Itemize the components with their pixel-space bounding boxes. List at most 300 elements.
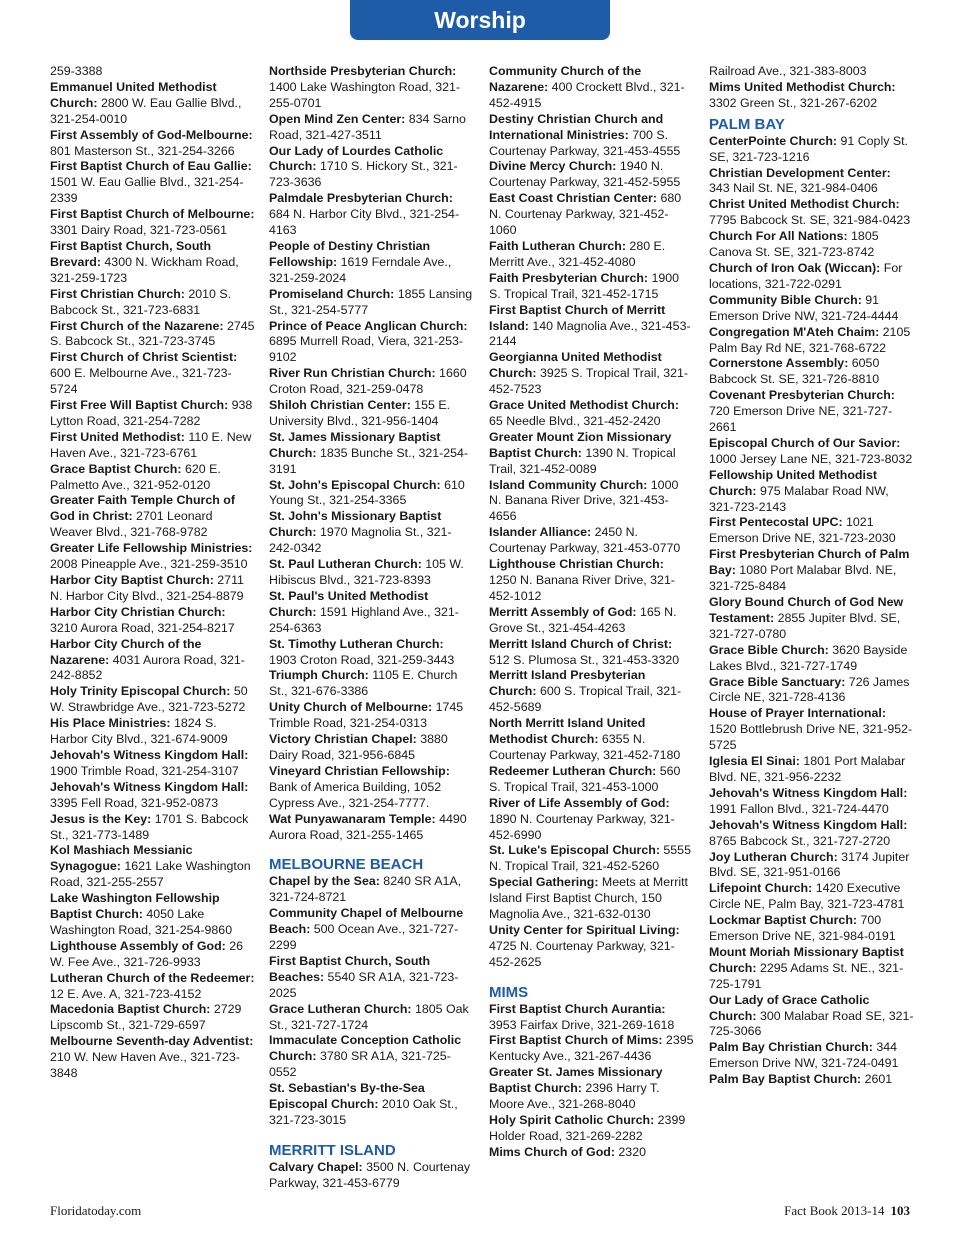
church-name: Shiloh Christian Center: [269, 398, 411, 413]
directory-entry [709, 261, 914, 293]
church-name: House of Prayer International: [709, 706, 886, 721]
church-name: Faith Lutheran Church: [489, 238, 626, 253]
church-name: St. John's Missionary Baptist Church: [269, 509, 442, 540]
directory-entry [709, 388, 914, 436]
church-details: 4300 N. Wickham Road, 321-259-1723 [50, 254, 239, 285]
church-name: Northside Presbyterian Church: [269, 64, 457, 78]
church-name: First Free Will Baptist Church: [50, 398, 229, 413]
directory-entry [50, 780, 255, 812]
church-details: 3302 Green St., 321-267-6202 [709, 95, 878, 110]
directory-entry [709, 850, 914, 882]
church-name: Joy Lutheran Church: [709, 849, 838, 864]
directory-entry [489, 1145, 694, 1161]
church-details: 975 Malabar Road NW, 321-723-2143 [709, 483, 889, 514]
church-name: Grace United Methodist Church: [489, 398, 680, 413]
church-details: 3174 Jupiter Blvd. SE, 321-951-0166 [709, 849, 910, 880]
church-name: River of Life Assembly of God: [489, 795, 670, 810]
church-details: 2320 [614, 1144, 646, 1159]
directory-entry [709, 229, 914, 261]
directory-columns [50, 64, 914, 1199]
church-name: Mount Moriah Missionary Baptist Church: [709, 944, 904, 975]
church-name: Emmanuel United Methodist Church: [50, 79, 217, 110]
church-details: 5540 SR A1A, 321-723-2025 [269, 969, 459, 1000]
church-details: 4490 Aurora Road, 321-255-1465 [269, 811, 467, 842]
church-details: 140 Magnolia Ave., 321-453-2144 [489, 318, 691, 349]
church-details: 1400 Lake Washington Road, 321-255-0701 [269, 79, 461, 110]
directory-entry [489, 271, 694, 303]
church-details: 1520 Bottlebrush Drive NE, 321-952-5725 [709, 722, 913, 753]
directory-entry [50, 812, 255, 844]
church-name: People of Destiny Christian Fellowship: [269, 238, 431, 269]
church-details: 834 Sarno Road, 321-427-3511 [269, 111, 466, 142]
church-details: 344 Emerson Drive NW, 321-724-0491 [709, 1040, 899, 1071]
church-name: St. James Missionary Baptist Church: [269, 429, 441, 460]
directory-entry [269, 64, 474, 112]
directory-entry [709, 818, 914, 850]
church-name: Destiny Christian Church and International Ministries: [489, 111, 664, 142]
church-name: Cornerstone Assembly: [709, 356, 849, 371]
directory-entry [489, 923, 694, 971]
church-name: Palm Bay Christian Church: [709, 1040, 873, 1055]
directory-entry [50, 891, 255, 939]
church-details: 1080 Port Malabar Blvd. NE, 321-725-8484 [709, 563, 897, 594]
church-details: 610 Young St., 321-254-3365 [269, 477, 465, 508]
church-name: Georgianna United Methodist Church: [489, 350, 662, 381]
church-details: 6050 Babcock St. SE, 321-726-8810 [709, 356, 880, 387]
church-name: Merritt Island Presbyterian Church: [489, 668, 646, 699]
church-details: For locations, 321-722-0291 [709, 260, 903, 291]
church-name: Macedonia Baptist Church: [50, 1002, 211, 1017]
directory-entry [269, 668, 474, 700]
church-details: 3210 Aurora Road, 321-254-8217 [50, 620, 235, 635]
church-details: 801 Masterson St., 321-254-3266 [50, 143, 235, 158]
directory-entry [709, 754, 914, 786]
directory-entry [489, 64, 694, 112]
directory-entry [269, 874, 474, 906]
directory-entry [489, 1002, 694, 1034]
section-heading-mims: MIMS [489, 983, 529, 1001]
church-name: Greater Faith Temple Church of God in Christ: [50, 493, 235, 524]
directory-entry [709, 786, 914, 818]
church-details: 300 Malabar Road SE, 321-725-3066 [709, 1008, 914, 1039]
directory-entry [50, 128, 255, 160]
column-2-list-2 [269, 874, 474, 1129]
directory-entry [50, 462, 255, 494]
church-details: 3500 N. Courtenay Parkway, 321-453-6779 [269, 1159, 471, 1190]
directory-entry [269, 812, 474, 844]
church-name: Lutheran Church of the Redeemer: [50, 970, 255, 985]
church-details: 1801 Port Malabar Blvd. NE, 321-956-2232 [709, 754, 906, 784]
church-details: 155 E. University Blvd., 321-956-1404 [269, 398, 451, 428]
directory-entry [709, 1072, 914, 1088]
church-details: 6895 Murrell Road, Viera, 321-253-9102 [269, 334, 464, 365]
church-name: First Christian Church: [50, 286, 185, 301]
church-name: Church of Iron Oak (Wiccan): [709, 260, 881, 275]
church-details: 12 E. Ave. A, 321-723-4152 [50, 986, 202, 1001]
church-name: Grace Baptist Church: [50, 461, 182, 476]
church-details: 600 E. Melbourne Ave., 321-723-5724 [50, 366, 232, 397]
church-name: First Baptist Church of Melbourne: [50, 207, 255, 222]
church-name: Holy Spirit Catholic Church: [489, 1113, 655, 1127]
church-details: 280 E. Merritt Ave., 321-452-4080 [489, 238, 666, 269]
church-details: 91 Coply St. SE, 321-723-1216 [709, 133, 908, 164]
church-name: First United Methodist: [50, 429, 185, 444]
church-name: Our Lady of Grace Catholic Church: [709, 992, 870, 1023]
church-name: St. Timothy Lutheran Church: [269, 636, 444, 651]
church-name: St. Luke's Episcopal Church: [489, 843, 660, 858]
church-details: 2396 Harry T. Moore Ave., 321-268-8040 [489, 1081, 660, 1112]
directory-entry [489, 478, 694, 526]
church-name: Harbor City Christian Church: [50, 604, 226, 619]
church-name: Special Gathering: [489, 875, 599, 890]
column-4-list [709, 64, 914, 112]
church-name: Island Community Church: [489, 477, 648, 492]
church-details: 1501 W. Eau Gallie Blvd., 321-254-2339 [50, 175, 244, 206]
directory-entry [269, 430, 474, 478]
church-name: Congregation M'Ateh Chaim: [709, 324, 880, 339]
directory-entry [709, 197, 914, 229]
church-name: Palmdale Presbyterian Church: [269, 191, 453, 206]
directory-entry [269, 1160, 474, 1192]
church-details: 3880 Dairy Road, 321-956-6845 [269, 732, 448, 762]
column-3-list-2 [489, 1002, 694, 1161]
church-name: Promiseland Church: [269, 286, 395, 301]
church-name: Lake Washington Fellowship Baptist Church: [50, 891, 220, 922]
column-2 [269, 64, 474, 1192]
directory-entry [50, 239, 255, 287]
church-details: 210 W. New Haven Ave., 321-723-3848 [50, 1050, 240, 1081]
directory-entry [269, 700, 474, 732]
church-details: 4725 N. Courtenay Parkway, 321-452-2625 [489, 938, 675, 969]
church-name: Covenant Presbyterian Church: [709, 388, 895, 403]
directory-entry [489, 430, 694, 478]
directory-entry [50, 573, 255, 605]
church-name: Unity Church of Melbourne: [269, 700, 433, 715]
directory-entry [709, 325, 914, 357]
church-name: Palm Bay Baptist Church: [709, 1072, 862, 1087]
church-name: East Coast Christian Center: [489, 191, 657, 206]
church-name: First Baptist Church of Eau Gallie: [50, 159, 252, 174]
column-4-list-2 [709, 134, 914, 1088]
footer-site [50, 1203, 141, 1219]
church-name: Mims Church of God: [489, 1144, 615, 1159]
church-details: 1591 Highland Ave., 321-254-6363 [269, 604, 459, 635]
church-details: 1940 N. Courtenay Parkway, 321-452-5955 [489, 159, 681, 190]
church-details: Bank of America Building, 1052 Cypress Ave., 321-254-7777. [269, 779, 442, 810]
church-details: 5555 N. Tropical Trail, 321-452-5260 [489, 843, 691, 874]
directory-entry [50, 684, 255, 716]
directory-entry [50, 1034, 255, 1082]
church-name: Lockmar Baptist Church: [709, 913, 858, 928]
church-name: Jehovah's Witness Kingdom Hall: [709, 785, 908, 800]
directory-entry [269, 1033, 474, 1081]
church-name: Community Chapel of Melbourne Beach: [269, 906, 464, 937]
directory-entry [50, 80, 255, 128]
church-name: Islander Alliance: [489, 525, 592, 540]
directory-entry [269, 398, 474, 430]
directory-entry [269, 191, 474, 239]
church-name: Jehovah's Witness Kingdom Hall: [709, 817, 908, 832]
directory-entry [50, 159, 255, 207]
directory-entry [50, 1002, 255, 1034]
church-name: Harbor City Church of the Nazarene: [50, 636, 202, 667]
church-details: 105 W. Hibiscus Blvd., 321-723-8393 [269, 557, 464, 587]
directory-entry [50, 939, 255, 971]
directory-entry [50, 350, 255, 398]
directory-entry [269, 287, 474, 319]
directory-entry [489, 637, 694, 669]
church-details: 1000 N. Banana River Drive, 321-453-4656 [489, 477, 679, 524]
church-details: 1835 Bunche St., 321-254-3191 [269, 445, 469, 476]
directory-entry [269, 906, 474, 954]
church-details: 3780 SR A1A, 321-725-0552 [269, 1049, 451, 1080]
page-number: 103 [890, 1203, 910, 1218]
church-name: Immaculate Conception Catholic Church: [269, 1033, 462, 1064]
church-name: Chapel by the Sea: [269, 874, 380, 889]
directory-entry [269, 112, 474, 144]
church-details: 1805 Canova St. SE, 321-723-8742 [709, 229, 879, 260]
directory-entry [50, 430, 255, 462]
directory-entry [50, 748, 255, 780]
directory-entry [709, 468, 914, 516]
column-2-list-3 [269, 1160, 474, 1192]
church-details: 6355 N. Courtenay Parkway, 321-452-7180 [489, 732, 681, 762]
church-name: Lighthouse Assembly of God: [50, 938, 226, 953]
church-name: Jehovah's Witness Kingdom Hall: [50, 747, 249, 762]
church-details: 2399 Holder Road, 321-269-2282 [489, 1113, 686, 1143]
directory-entry [709, 547, 914, 595]
church-name: Triumph Church: [269, 668, 369, 683]
church-details: 726 James Circle NE, 321-728-4136 [709, 674, 910, 705]
directory-entry [269, 1081, 474, 1129]
church-details: 3953 Fairfax Drive, 321-269-1618 [489, 1017, 675, 1032]
church-details: 1660 Croton Road, 321-259-0478 [269, 366, 467, 397]
church-details: 1105 E. Church St., 321-676-3386 [269, 668, 458, 699]
church-details: 720 Emerson Drive NE, 321-727-2661 [709, 404, 893, 435]
directory-entry [489, 796, 694, 844]
church-details: 2701 Leonard Weaver Blvd., 321-768-9782 [50, 509, 213, 540]
directory-entry [489, 303, 694, 351]
directory-entry [709, 706, 914, 754]
directory-entry [709, 80, 914, 112]
column-2-list [269, 64, 474, 843]
church-name: St. Paul Lutheran Church: [269, 557, 422, 572]
directory-entry [709, 515, 914, 547]
directory-entry [50, 398, 255, 430]
church-details: 4050 Lake Washington Road, 321-254-9860 [50, 907, 233, 937]
directory-entry [489, 716, 694, 764]
footer-folio [784, 1203, 910, 1219]
church-details: 500 Ocean Ave., 321-727-2299 [269, 922, 459, 953]
church-name: North Merritt Island United Methodist Church: [489, 716, 646, 747]
church-name: Jehovah's Witness Kingdom Hall: [50, 779, 249, 794]
column-4 [709, 64, 914, 1088]
directory-entry [489, 398, 694, 430]
directory-entry [489, 557, 694, 605]
church-details: 1805 Oak St., 321-727-1724 [269, 1001, 469, 1032]
column-3-list [489, 64, 694, 971]
church-name: Community Bible Church: [709, 292, 862, 307]
directory-entry [269, 954, 474, 1002]
directory-entry [50, 493, 255, 541]
church-details: 2105 Palm Bay Rd NE, 321-768-6722 [709, 324, 911, 355]
church-name: His Place Ministries: [50, 716, 171, 731]
church-details: 165 N. Grove St., 321-454-4263 [489, 604, 677, 635]
church-details: 1420 Executive Circle NE, Palm Bay, 321-723-4781 [709, 881, 905, 912]
directory-entry [489, 605, 694, 637]
church-name: Church For All Nations: [709, 229, 848, 244]
church-name: Iglesia El Sinai: [709, 754, 800, 769]
footer-book-title: Fact Book 2013-14 [784, 1203, 885, 1218]
directory-entry [489, 875, 694, 923]
church-details: 684 N. Harbor City Blvd., 321-254-4163 [269, 207, 460, 238]
church-details: 1903 Croton Road, 321-259-3443 [269, 652, 455, 667]
church-name: Wat Punyawanaram Temple: [269, 811, 436, 826]
directory-entry [709, 1040, 914, 1072]
directory-entry [489, 1113, 694, 1145]
directory-entry [269, 764, 474, 812]
church-name: Christ United Methodist Church: [709, 197, 900, 212]
church-details: 1970 Magnolia St., 321-242-0342 [269, 525, 452, 556]
church-details: 26 W. Fee Ave., 321-726-9933 [50, 938, 244, 969]
church-details: Meets at Merritt Island First Baptist Church, 150 Magnolia Ave., 321-632-0130 [489, 875, 688, 922]
church-name: First Baptist Church of Merritt Island: [489, 302, 666, 333]
church-details: 2010 S. Babcock St., 321-723-6831 [50, 286, 232, 317]
directory-entry [709, 166, 914, 198]
directory-entry [489, 1065, 694, 1113]
church-details: 343 Nail St. NE, 321-984-0406 [709, 181, 878, 196]
church-details: 3301 Dairy Road, 321-723-0561 [50, 223, 228, 238]
directory-entry [50, 319, 255, 351]
church-name: Grace Lutheran Church: [269, 1001, 412, 1016]
church-details: 2800 W. Eau Gallie Blvd., 321-254-0010 [50, 95, 242, 126]
church-name: Prince of Peace Anglican Church: [269, 318, 468, 333]
directory-entry [269, 1002, 474, 1034]
directory-entry [50, 64, 255, 80]
church-name: First Baptist Church of Mims: [489, 1033, 663, 1048]
directory-entry [50, 541, 255, 573]
church-name: St. John's Episcopal Church: [269, 477, 441, 492]
church-details: 620 E. Palmetto Ave., 321-952-0120 [50, 461, 221, 492]
church-details: 3395 Fell Road, 321-952-0873 [50, 795, 219, 810]
church-name: Greater Life Fellowship Ministries: [50, 541, 253, 556]
church-name: Holy Trinity Episcopal Church: [50, 684, 231, 699]
church-details: 1745 Trimble Road, 321-254-0313 [269, 700, 464, 731]
directory-entry [489, 239, 694, 271]
section-header-tab [350, 0, 610, 40]
directory-entry [489, 1033, 694, 1065]
church-details: 2450 N. Courtenay Parkway, 321-453-0770 [489, 525, 681, 556]
church-details: 8240 SR A1A, 321-724-8721 [269, 874, 462, 905]
church-name: Divine Mercy Church: [489, 159, 617, 174]
church-details: 8765 Babcock St., 321-727-2720 [709, 833, 891, 848]
directory-entry [489, 668, 694, 716]
church-name: Grace Bible Church: [709, 642, 829, 657]
church-name: Greater Mount Zion Missionary Baptist Church: [489, 429, 672, 460]
church-name: Merritt Assembly of God: [489, 604, 637, 619]
church-name: Redeemer Lutheran Church: [489, 763, 657, 778]
directory-entry [709, 881, 914, 913]
directory-entry [709, 993, 914, 1041]
church-name: Lifepoint Church: [709, 881, 813, 896]
directory-entry [489, 350, 694, 398]
church-name: River Run Christian Church: [269, 366, 436, 381]
church-name: First Church of the Nazarene: [50, 318, 224, 333]
directory-entry [489, 525, 694, 557]
church-name: Our Lady of Lourdes Catholic Church: [269, 143, 444, 174]
church-name: First Baptist Church Aurantia: [489, 1001, 666, 1016]
church-details: 110 E. New Haven Ave., 321-723-6761 [50, 429, 252, 460]
church-details: 1855 Lansing St., 321-254-5777 [269, 286, 473, 317]
church-details: 1991 Fallon Blvd., 321-724-4470 [709, 801, 889, 816]
directory-entry [709, 293, 914, 325]
church-details: 680 N. Courtenay Parkway, 321-452-1060 [489, 191, 682, 238]
church-details: 2855 Jupiter Blvd. SE, 321-727-0780 [709, 610, 901, 641]
church-details: 50 W. Strawbridge Ave., 321-723-5272 [50, 684, 248, 715]
church-name: Calvary Chapel: [269, 1159, 363, 1174]
church-name: St. Sebastian's By-the-Sea Episcopal Church: [269, 1081, 425, 1112]
church-details: 1000 Jersey Lane NE, 321-723-8032 [709, 451, 913, 466]
church-details: 1824 S. Harbor City Blvd., 321-674-9009 [50, 716, 228, 747]
section-heading-merritt-island: MERRITT ISLAND [269, 1141, 396, 1159]
church-name: First Baptist Church, South Brevard: [50, 238, 212, 269]
church-name: Harbor City Baptist Church: [50, 573, 214, 587]
church-details: 259-3388 [50, 64, 103, 78]
church-details: 65 Needle Blvd., 321-452-2420 [489, 413, 661, 428]
church-details: 4031 Aurora Road, 321-242-8852 [50, 652, 245, 683]
church-details: 1710 S. Hickory St., 321-723-3636 [269, 159, 458, 190]
church-name: Victory Christian Chapel: [269, 732, 417, 747]
church-details: 2008 Pineapple Ave., 321-259-3510 [50, 557, 248, 572]
section-heading-palm-bay: PALM BAY [709, 115, 785, 133]
church-details: 1890 N. Courtenay Parkway, 321-452-6990 [489, 811, 675, 842]
church-details: 1021 Emerson Drive NE, 321-723-2030 [709, 515, 896, 546]
directory-entry [269, 557, 474, 589]
church-name: Episcopal Church of Our Savior: [709, 435, 901, 450]
church-name: First Baptist Church, South Beaches: [269, 953, 431, 984]
church-details: 91 Emerson Drive NW, 321-724-4444 [709, 292, 899, 323]
church-name: Lighthouse Christian Church: [489, 557, 664, 572]
church-details: 560 S. Tropical Trail, 321-453-1000 [489, 763, 681, 794]
church-details: 1250 N. Banana River Drive, 321-452-1012 [489, 573, 675, 603]
church-details: Railroad Ave., 321-383-8003 [709, 64, 867, 78]
church-details: 2745 S. Babcock St., 321-723-3745 [50, 318, 255, 349]
directory-entry [489, 843, 694, 875]
church-name: First Presbyterian Church of Palm Bay: [709, 547, 910, 578]
church-details: 600 S. Tropical Trail, 321-452-5689 [489, 684, 682, 715]
church-details: 1900 Trimble Road, 321-254-3107 [50, 763, 239, 778]
directory-entry [50, 637, 255, 685]
directory-entry [50, 716, 255, 748]
directory-entry [269, 366, 474, 398]
section-heading-melbourne-beach: MELBOURNE BEACH [269, 856, 424, 874]
church-name: Open Mind Zen Center: [269, 111, 406, 126]
directory-entry [269, 478, 474, 510]
church-details: 512 S. Plumosa St., 321-453-3320 [489, 652, 680, 667]
directory-entry [50, 207, 255, 239]
directory-entry [709, 595, 914, 643]
church-details: 400 Crockett Blvd., 321-452-4915 [489, 79, 685, 110]
church-name: Faith Presbyterian Church: [489, 270, 649, 285]
church-name: Mims United Methodist Church: [709, 79, 896, 94]
church-name: CenterPointe Church: [709, 133, 838, 148]
directory-entry [50, 843, 255, 891]
directory-entry [709, 945, 914, 993]
directory-entry [489, 159, 694, 191]
church-details: 2395 Kentucky Ave., 321-267-4436 [489, 1033, 694, 1064]
church-details: 700 S. Courtenay Parkway, 321-453-4555 [489, 127, 681, 158]
church-details: 1900 S. Tropical Trail, 321-452-1715 [489, 270, 680, 301]
